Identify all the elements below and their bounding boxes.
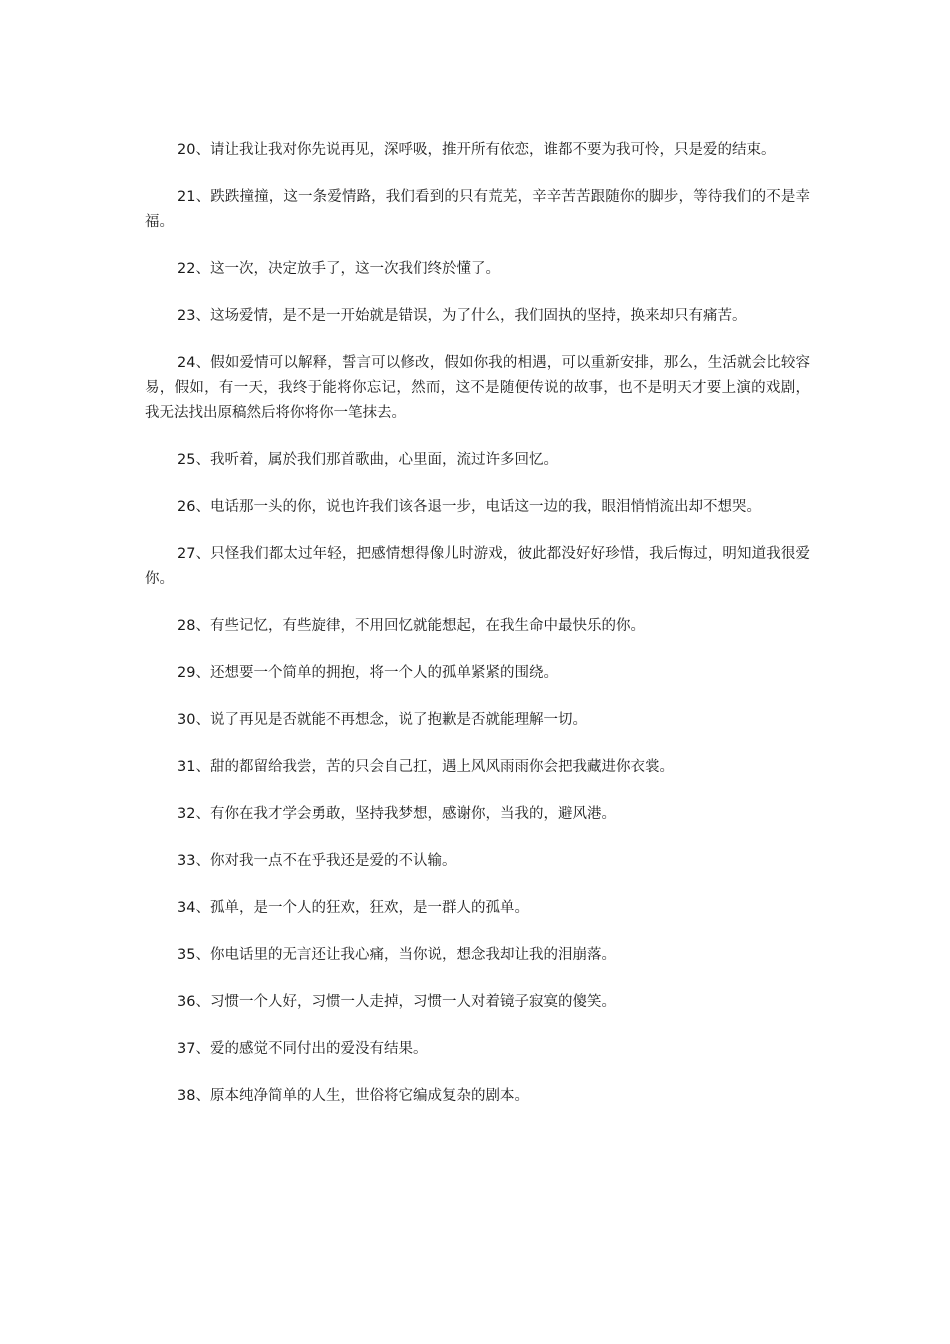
paragraph-32: 32、有你在我才学会勇敢，坚持我梦想，感谢你，当我的，避风港。: [177, 806, 616, 822]
paragraph-30: 30、说了再见是否就能不再想念，说了抱歉是否就能理解一切。: [177, 712, 587, 728]
paragraph-29: 29、还想要一个简单的拥抱，将一个人的孤单紧紧的围绕。: [177, 665, 558, 681]
paragraph-37: 37、爱的感觉不同付出的爱没有结果。: [177, 1041, 428, 1057]
paragraph-20: 20、请让我让我对你先说再见，深呼吸，推开所有依恋，谁都不要为我可怜，只是爱的结束。: [177, 142, 776, 158]
paragraph-27: 27、只怪我们都太过年轻，把感情想得像儿时游戏，彼此都没好好珍惜，我后悔过，明知道我很爱你。: [145, 546, 810, 587]
paragraph-34: 34、孤单，是一个人的狂欢，狂欢，是一群人的孤单。: [177, 900, 529, 916]
paragraph-28: 28、有些记忆，有些旋律，不用回忆就能想起，在我生命中最快乐的你。: [177, 618, 645, 634]
paragraph-24: 24、假如爱情可以解释，誓言可以修改，假如你我的相遇，可以重新安排，那么，生活就会比较容易，假如，有一天，我终于能将你忘记，然而，这不是随便传说的故事，也不是明天才要上演的戏剧，我无法找出原稿然后将你将你一笔抹去。: [145, 355, 810, 421]
paragraph-35: 35、你电话里的无言还让我心痛，当你说，想念我却让我的泪崩落。: [177, 947, 616, 963]
paragraph-38: 38、原本纯净简单的人生，世俗将它编成复杂的剧本。: [177, 1088, 529, 1104]
paragraph-21: 21、跌跌撞撞，这一条爱情路，我们看到的只有荒芜，辛辛苦苦跟随你的脚步，等待我们的不是幸福。: [145, 189, 810, 230]
document-body: [145, 138, 810, 1131]
paragraph-31: 31、甜的都留给我尝，苦的只会自己扛，遇上风风雨雨你会把我藏进你衣裳。: [177, 759, 674, 775]
paragraph-22: 22、这一次，决定放手了，这一次我们终於懂了。: [177, 261, 500, 277]
paragraph-33: 33、你对我一点不在乎我还是爱的不认输。: [177, 853, 457, 869]
paragraph-26: 26、电话那一头的你，说也许我们该各退一步，电话这一边的我，眼泪悄悄流出却不想哭。: [177, 499, 761, 515]
paragraph-25: 25、我听着，属於我们那首歌曲，心里面，流过许多回忆。: [177, 452, 558, 468]
paragraph-36: 36、习惯一个人好，习惯一人走掉，习惯一人对着镜子寂寞的傻笑。: [177, 994, 616, 1010]
paragraph-23: 23、这场爱情，是不是一开始就是错误，为了什么，我们固执的坚持，换来却只有痛苦。: [177, 308, 747, 324]
